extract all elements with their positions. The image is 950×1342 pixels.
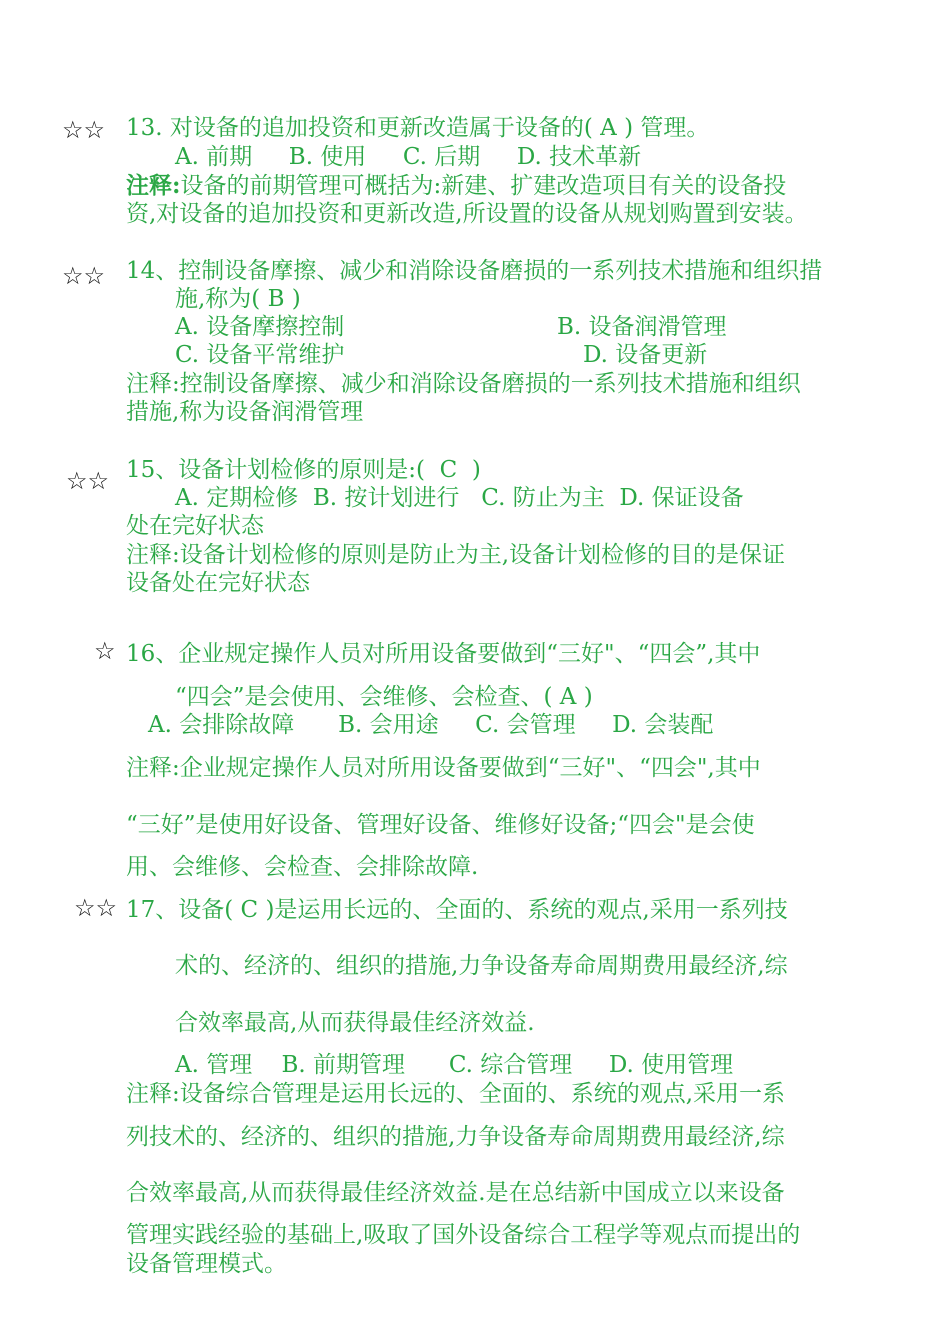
question-16-text: 16、企业规定操作人员对所用设备要做到“三好"、“四会”,其中 xyxy=(126,641,761,667)
question-17-options: A. 管理 B. 前期管理 C. 综合管理 D. 使用管理 xyxy=(175,1052,734,1078)
question-14-text: 14、控制设备摩擦、减少和消除设备磨损的一系列技术措施和组织措 xyxy=(126,258,823,284)
difficulty-stars-icon: ☆☆ xyxy=(74,894,118,922)
question-17-text: 17、设备( C )是运用长远的、全面的、系统的观点,采用一系列技 xyxy=(126,897,788,923)
question-16-text: “四会”是会使用、会维修、会检查、( A ) xyxy=(175,684,593,710)
question-17-note-line: 列技术的、经济的、组织的措施,力争设备寿命周期费用最经济,综 xyxy=(126,1124,785,1150)
difficulty-stars-icon: ☆☆ xyxy=(62,262,106,290)
question-14-note-line: 措施,称为设备润滑管理 xyxy=(126,399,364,425)
question-15-options-cont: 处在完好状态 xyxy=(126,513,264,539)
question-14-option-d: D. 设备更新 xyxy=(583,342,708,368)
question-15-text: 15、设备计划检修的原则是:( C ) xyxy=(126,457,481,483)
difficulty-stars-icon: ☆☆ xyxy=(66,467,110,495)
question-13-options: A. 前期 B. 使用 C. 后期 D. 技术革新 xyxy=(175,144,642,170)
note-text: 设备的前期管理可概括为:新建、扩建改造项目有关的设备投 xyxy=(180,173,787,199)
question-13-note-line xyxy=(126,172,786,200)
question-13-note-line: 资,对设备的追加投资和更新改造,所设置的设备从规划购置到安装。 xyxy=(126,201,808,227)
question-13-text: 13. 对设备的追加投资和更新改造属于设备的( A ) 管理。 xyxy=(126,115,710,141)
question-14-text: 施,称为( B ) xyxy=(175,286,301,312)
note-label: 注释: xyxy=(126,172,181,199)
question-14-note-line: 注释:控制设备摩擦、减少和消除设备磨损的一系列技术措施和组织 xyxy=(126,371,801,397)
question-14-option-b: B. 设备润滑管理 xyxy=(557,314,727,340)
difficulty-star-icon: ☆ xyxy=(94,637,116,665)
question-16-note-line: 注释:企业规定操作人员对所用设备要做到“三好"、“四会",其中 xyxy=(126,755,761,781)
question-17-note-line: 合效率最高,从而获得最佳经济效益.是在总结新中国成立以来设备 xyxy=(126,1180,785,1206)
question-17-note-line: 管理实践经验的基础上,吸取了国外设备综合工程学等观点而提出的 xyxy=(126,1222,801,1248)
question-17-note-line: 注释:设备综合管理是运用长远的、全面的、系统的观点,采用一系 xyxy=(126,1081,786,1107)
question-15-note-line: 注释:设备计划检修的原则是防止为主,设备计划检修的目的是保证 xyxy=(126,542,786,568)
question-14-option-a: A. 设备摩擦控制 xyxy=(175,314,345,340)
question-15-note-line: 设备处在完好状态 xyxy=(126,570,310,596)
question-14-option-c: C. 设备平常维护 xyxy=(175,342,345,368)
question-16-note-line: 用、会维修、会检查、会排除故障. xyxy=(126,854,479,880)
difficulty-stars-icon: ☆☆ xyxy=(62,116,106,144)
question-16-options: A. 会排除故障 B. 会用途 C. 会管理 D. 会装配 xyxy=(148,712,714,738)
question-16-note-line: “三好”是使用好设备、管理好设备、维修好设备;“四会"是会使 xyxy=(126,812,755,838)
question-17-note-line: 设备管理模式。 xyxy=(126,1251,287,1277)
question-17-text: 合效率最高,从而获得最佳经济效益. xyxy=(175,1010,535,1036)
question-15-options: A. 定期检修 B. 按计划进行 C. 防止为主 D. 保证设备 xyxy=(175,485,744,511)
question-17-text: 术的、经济的、组织的措施,力争设备寿命周期费用最经济,综 xyxy=(175,953,788,979)
